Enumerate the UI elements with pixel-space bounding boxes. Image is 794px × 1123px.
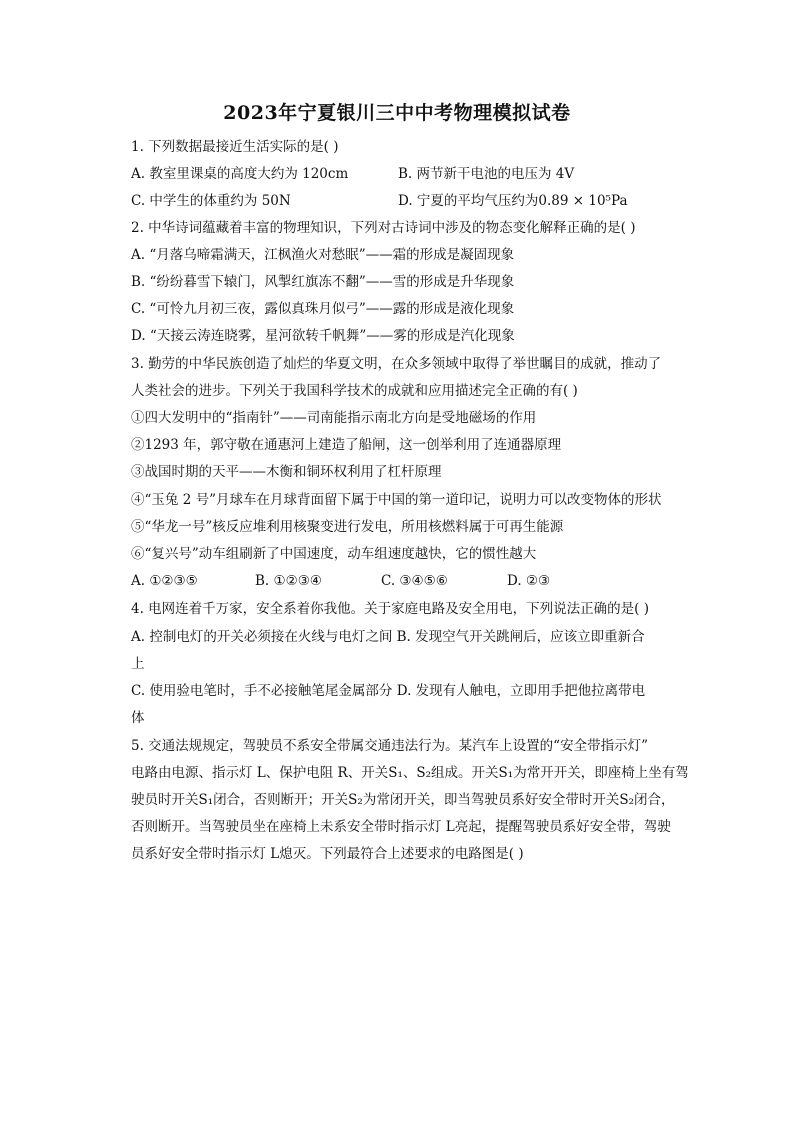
q2-option-c: C. “可怜九月初三夜，露似真珠月似弓”——露的形成是液化现象 — [131, 301, 515, 317]
q1-option-d: D. 宁夏的平均气压约为0.89 × 10⁵Pa — [398, 193, 628, 209]
q3-statement-3: ③战国时期的天平——木衡和铜环权利用了杠杆原理 — [131, 464, 442, 480]
q1-option-b: B. 两节新干电池的电压为 4V — [398, 166, 575, 182]
q5-line-2: 电路由电源、指示灯 L、保护电阻 R、开关S₁、S₂组成。开关S₁为常开开关，即座椅上坐有驾 — [131, 765, 689, 781]
q5-line-1: 5. 交通法规规定，驾驶员不系安全带属交通违法行为。某汽车上设置的“安全带指示灯” — [131, 738, 648, 754]
q4-options-cd: C. 使用验电笔时，手不必接触笔尾金属部分 D. 发现有人触电，立即用手把他拉离带电 — [131, 683, 646, 699]
q3-statement-4: ④“玉兔 2 号”月球车在月球背面留下属于中国的第一道印记，说明力可以改变物体的形状 — [131, 492, 662, 508]
q3-stem-line-1: 3. 勤劳的中华民族创造了灿烂的华夏文明，在众多领域中取得了举世瞩目的成就，推动了 — [131, 356, 662, 372]
q3-options — [131, 571, 731, 591]
q4-options-ab: A. 控制电灯的开关必须接在火线与电灯之间 B. 发现空气开关跳闸后，应该立即重新合 — [131, 629, 645, 645]
q2-option-a: A. “月落乌啼霜满天，江枫渔火对愁眠”——霜的形成是凝固现象 — [131, 247, 515, 263]
q1-stem: 1. 下列数据最接近生活实际的是( ) — [131, 139, 339, 155]
q3-stem-line-2: 人类社会的进步。下列关于我国科学技术的成就和应用描述完全正确的有( ) — [131, 383, 578, 399]
q1-option-a: A. 教室里课桌的高度大约为 120cm — [131, 166, 349, 182]
q4-options-ab-wrap: 上 — [131, 656, 145, 672]
q3-option-a: A. ①②③⑤ — [131, 573, 198, 589]
q3-option-d: D. ②③ — [507, 573, 551, 589]
q3-option-c: C. ③④⑤⑥ — [381, 573, 448, 589]
q2-stem: 2. 中华诗词蕴藏着丰富的物理知识，下列对古诗词中涉及的物态变化解释正确的是( ) — [131, 220, 636, 236]
q3-statement-1: ①四大发明中的“指南针”——司南能指示南北方向是受地磁场的作用 — [131, 410, 537, 426]
q3-statement-5: ⑤“华龙一号”核反应堆利用核聚变进行发电，所用核燃料属于可再生能源 — [131, 519, 564, 535]
q4-stem: 4. 电网连着千万家，安全系着你我他。关于家庭电路及安全用电，下列说法正确的是( ) — [131, 601, 649, 617]
q4-options-cd-wrap: 体 — [131, 710, 145, 726]
q3-option-b: B. ①②③④ — [255, 573, 322, 589]
q2-option-d: D. “天接云涛连晓雾，星河欲转千帆舞”——雾的形成是汽化现象 — [131, 328, 515, 344]
q5-line-4: 否则断开。当驾驶员坐在座椅上未系安全带时指示灯 L亮起，提醒驾驶员系好安全带，驾驶 — [131, 819, 671, 835]
exam-title: 2023年宁夏银川三中中考物理模拟试卷 — [223, 102, 571, 124]
q5-line-3: 驶员时开关S₁闭合，否则断开；开关S₂为常闭开关，即当驾驶员系好安全带时开关S₂闭合， — [131, 792, 675, 808]
q2-option-b: B. “纷纷暮雪下辕门，风掣红旗冻不翻”——雪的形成是升华现象 — [131, 274, 515, 290]
q1-option-c: C. 中学生的体重约为 50N — [131, 193, 291, 209]
q3-statement-6: ⑥“复兴号”动车组刷新了中国速度，动车组速度越快，它的惯性越大 — [131, 546, 537, 562]
q3-statement-2: ②1293 年，郭守敬在通惠河上建造了船闸，这一创举利用了连通器原理 — [131, 437, 562, 453]
q5-line-5: 员系好安全带时指示灯 L熄灭。下列最符合上述要求的电路图是( ) — [131, 846, 524, 862]
